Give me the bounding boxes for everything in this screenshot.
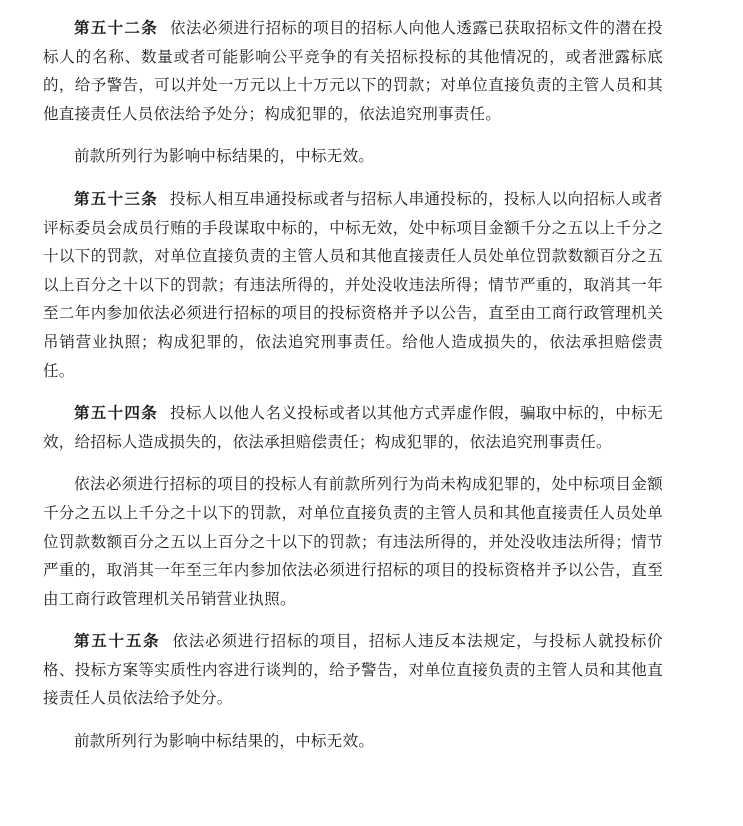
document-body xyxy=(43,14,663,756)
paragraph-article-54-clause xyxy=(43,470,663,613)
paragraph-text: 投标人以他人名义投标或者以其他方式弄虚作假，骗取中标的，中标无效，给招标人造成损失的，依法承担赔偿责任；构成犯罪的，依法追究刑事责任。 xyxy=(43,404,663,451)
paragraph-text: 依法必须进行招标的项目，招标人违反本法规定，与投标人就投标价格、投标方案等实质性内容进行谈判的，给予警告，对单位直接负责的主管人员和其他直接责任人员依法给予处分。 xyxy=(43,632,663,708)
paragraph-article-52-clause xyxy=(43,142,663,171)
paragraph-article-52 xyxy=(43,14,663,128)
paragraph-text: 前款所列行为影响中标结果的，中标无效。 xyxy=(74,732,375,751)
article-number: 第五十二条 xyxy=(74,19,159,37)
article-number: 第五十三条 xyxy=(74,189,159,208)
paragraph-article-55 xyxy=(43,627,663,713)
paragraph-article-54 xyxy=(43,399,663,456)
article-number: 第五十五条 xyxy=(74,632,161,651)
article-number: 第五十四条 xyxy=(74,404,159,423)
paragraph-text: 前款所列行为影响中标结果的，中标无效。 xyxy=(74,147,375,166)
paragraph-text: 依法必须进行招标的项目的投标人有前款所列行为尚未构成犯罪的，处中标项目金额千分之五以上千分之十以下的罚款，对单位直接负责的主管人员和其他直接责任人员处单位罚款数额百分之五以上百分之十以下的罚款；有违法所得的，并处没收违法所得；情节严重的，取消其一年至三年内参加依法必须进行招标的项目的投标资格并予以公告，直至由工商行政管理机关吊销营业执照。 xyxy=(43,475,663,608)
paragraph-article-53 xyxy=(43,185,663,385)
paragraph-text: 投标人相互串通投标或者与招标人串通投标的，投标人以向招标人或者评标委员会成员行贿的手段谋取中标的，中标无效，处中标项目金额千分之五以上千分之十以下的罚款，对单位直接负责的主管人员和其他直接责任人员处单位罚款数额百分之五以上百分之十以下的罚款；有违法所得的，并处没收违法所得；情节严重的，取消其一年至二年内参加依法必须进行招标的项目的投标资格并予以公告，直至由工商行政管理机关吊销营业执照；构成犯罪的，依法追究刑事责任。给他人造成损失的，依法承担赔偿责任。 xyxy=(43,189,663,380)
paragraph-text: 依法必须进行招标的项目的招标人向他人透露已获取招标文件的潜在投标人的名称、数量或者可能影响公平竞争的有关招标投标的其他情况的，或者泄露标底的，给予警告，可以并处一万元以上十万元以下的罚款；对单位直接负责的主管人员和其他直接责任人员依法给予处分；构成犯罪的，依法追究刑事责任。 xyxy=(43,19,663,123)
paragraph-article-55-clause xyxy=(43,727,663,756)
